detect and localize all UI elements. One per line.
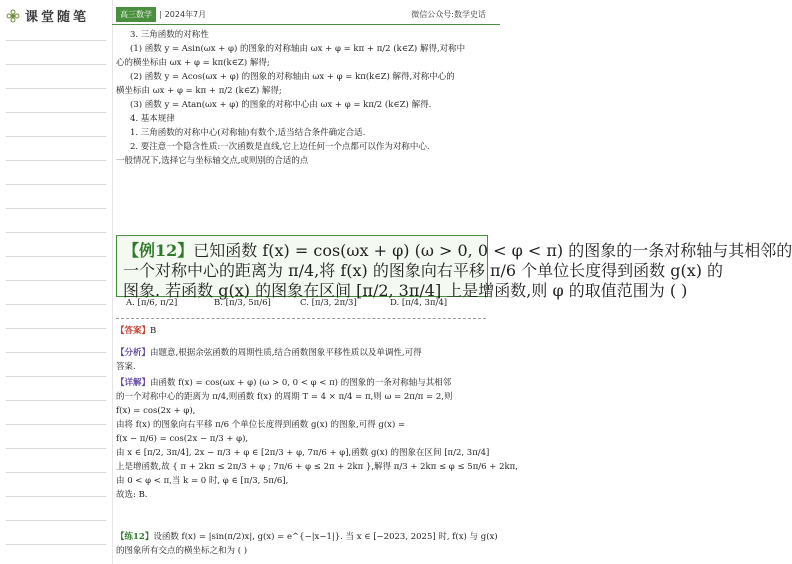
ruled-line	[6, 64, 106, 65]
ruled-line	[6, 232, 106, 233]
ruled-line	[6, 544, 106, 545]
ruled-line	[6, 400, 106, 401]
analysis-text: 由题意,根据余弦函数的周期性质,结合函数图象平移性质以及单调性,可得	[150, 348, 422, 358]
answer-section	[116, 324, 486, 338]
example-text: 已知函数 f(x) = cos(ωx + φ) (ω > 0, 0 < φ < π) 的图象的一条对称轴与其相邻的	[193, 241, 792, 260]
ruled-line	[6, 496, 106, 497]
text-line: 一般情况下,选择它与坐标轴交点,或则别的合适的点	[116, 156, 309, 166]
detail-text: 由函数 f(x) = cos(ωx + φ) (ω > 0, 0 < φ < π) 的图象的一条对称轴与其相邻	[150, 378, 452, 388]
ruled-line	[6, 88, 106, 89]
detail-line: 由将 f(x) 的图象向右平移 π/6 个单位长度得到函数 g(x) 的图象,可得 g(x) =	[116, 420, 406, 430]
analysis-line	[116, 346, 486, 360]
text-line: (1) 函数 y = Asin(ωx + φ) 的图象的对称轴由 ωx + φ = kπ + π/2 (k∈Z) 解得,对称中	[130, 44, 466, 54]
detail-line: 的一个对称中心的距离为 π/4,则函数 f(x) 的周期 T = 4 × π/4 = π,则 ω = 2π/π = 2,则	[116, 392, 453, 402]
ruled-line	[6, 40, 106, 41]
ruled-line	[6, 136, 106, 137]
text-line: 4. 基本规律	[130, 114, 175, 124]
ruled-line	[6, 520, 106, 521]
ruled-line	[6, 184, 106, 185]
practice-line	[116, 530, 498, 544]
sidebar-title: 课堂随笔	[25, 10, 90, 25]
text-line: 2. 要注意一个隐含性质:一次函数是直线,它上边任何一个点都可以作为对称中心.	[130, 142, 430, 152]
answer-line	[116, 324, 486, 338]
answer-label: 【答案】	[116, 326, 151, 336]
text-line: 横坐标由 ωx + φ = kπ + π/2 (k∈Z) 解得;	[116, 86, 282, 96]
text-line: (2) 函数 y = Acos(ωx + φ) 的图象的对称轴由 ωx + φ = kπ(k∈Z) 解得,对称中心的	[130, 72, 455, 82]
practice-line: 的图象所有交点的横坐标之和为 ( )	[116, 546, 248, 556]
analysis-label: 【分析】	[116, 348, 151, 358]
ruled-line	[6, 352, 106, 353]
detail-line: 故选: B.	[116, 490, 148, 500]
choice-c: C. [π/3, 2π/3]	[300, 298, 357, 308]
ruled-line	[6, 304, 106, 305]
example-line: 图象. 若函数 g(x) 的图象在区间 [π/2, 3π/4] 上是增函数,则 φ 的取值范围为 ( )	[123, 281, 688, 300]
text-line: 心的横坐标由 ωx + φ = kπ(k∈Z) 解得;	[116, 58, 270, 68]
text-line: 1. 三角函数的对称中心(对称轴)有数个,适当结合条件确定合适.	[130, 128, 366, 138]
flower-icon	[6, 9, 20, 23]
subject-tag: 高三数学	[116, 7, 156, 22]
example-line: 一个对称中心的距离为 π/4,将 f(x) 的图象向右平移 π/6 个单位长度得到函数 g(x) 的	[123, 261, 724, 280]
ruled-line	[6, 280, 106, 281]
ruled-line	[6, 256, 106, 257]
ruled-line	[6, 448, 106, 449]
text-line: (3) 函数 y = Atan(ωx + φ) 的图象的对称中心由 ωx + φ = kπ/2 (k∈Z) 解得.	[130, 100, 432, 110]
ruled-line	[6, 472, 106, 473]
choice-d: D. [π/4, 3π/4]	[390, 298, 448, 308]
header-date: 2024年7月	[164, 9, 207, 19]
sidebar-logo	[6, 6, 89, 25]
detail-line: 由 0 < φ < π,当 k = 0 时, φ ∈ [π/3, 5π/6],	[116, 476, 289, 486]
analysis-section	[116, 346, 486, 374]
detail-line: f(x) = cos(2x + φ),	[116, 406, 196, 416]
practice-text: 设函数 f(x) = |sin(π/2)x|, g(x) = e^{−|x−1|}. 当 x ∈ [−2023, 2025] 时, f(x) 与 g(x)	[153, 532, 498, 542]
choice-b: B. [π/3, 5π/6]	[214, 298, 271, 308]
detail-label: 【详解】	[116, 378, 151, 388]
page-header	[112, 4, 500, 24]
detail-line: f(x − π/6) = cos(2x − π/3 + φ),	[116, 434, 249, 444]
header-divider	[112, 24, 500, 25]
example-label: 【例12】	[123, 241, 194, 260]
practice-section	[116, 530, 498, 558]
detail-line: 由 x ∈ [π/2, 3π/4], 2x − π/3 + φ ∈ [2π/3 + φ, 7π/6 + φ],函数 g(x) 的图象在区间 [π/2, 3π/4]	[116, 448, 490, 458]
wechat-account: 微信公众号:数学史话	[411, 9, 486, 19]
ruled-line	[6, 328, 106, 329]
detail-section	[116, 376, 518, 502]
header-separator: |	[159, 9, 162, 19]
detail-line: 上是增函数,故 { π + 2kπ ≤ 2π/3 + φ ; 7π/6 + φ ≤ 2π + 2kπ },解得 π/3 + 2kπ ≤ φ ≤ 5π/6 + 2kπ,	[116, 462, 518, 472]
ruled-line	[6, 208, 106, 209]
answer-value: B	[150, 326, 157, 336]
text-line: 3. 三角函数的对称性	[130, 30, 209, 40]
analysis-line: 答案.	[116, 362, 136, 372]
ruled-line	[6, 376, 106, 377]
example-box	[116, 235, 792, 300]
ruled-line	[6, 424, 106, 425]
sidebar	[0, 0, 113, 564]
theory-section	[116, 28, 486, 168]
divider	[116, 318, 486, 320]
practice-label: 【练12】	[116, 532, 154, 542]
ruled-line	[6, 160, 106, 161]
ruled-line	[6, 112, 106, 113]
choice-a: A. [π/6, π/2]	[126, 298, 178, 308]
detail-line	[116, 376, 486, 390]
